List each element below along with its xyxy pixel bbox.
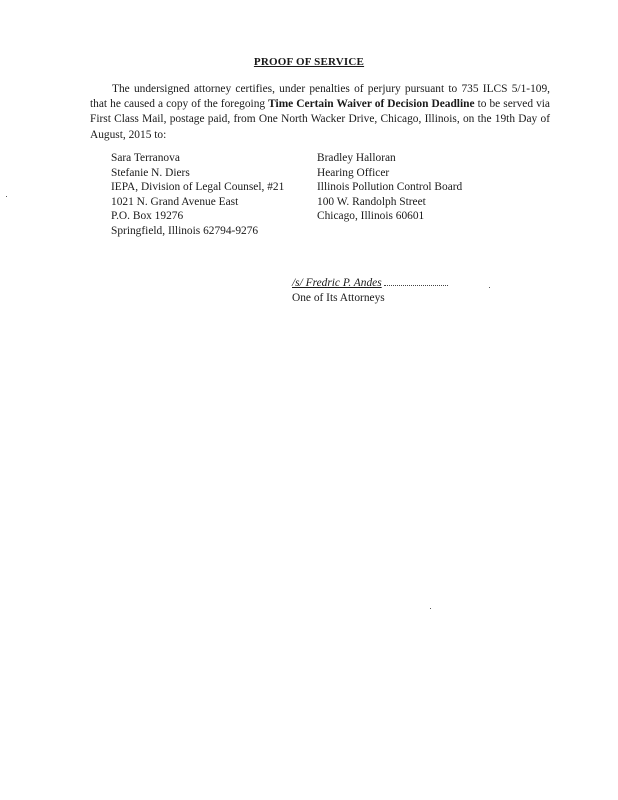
address-line: 1021 N. Grand Avenue East [111, 195, 239, 208]
address-line: Bradley Halloran [317, 152, 396, 164]
certification-paragraph [90, 82, 550, 143]
address-line: Illinois Pollution Control Board [317, 181, 463, 194]
paragraph-text-start: The undersigned attorney certifies, under penalties of perjury pursuant to 735 ILCS 5/1-109, that he caused a copy of the foregoing [90, 83, 550, 111]
document-title: PROOF OF SERVICE [253, 56, 365, 68]
address-line: IEPA, Division of Legal Counsel, #21 [111, 181, 285, 194]
signature-block [292, 276, 448, 306]
document-name-bold: Time Certain Waiver of Decision Deadline [268, 98, 475, 111]
address-line: P.O. Box 19276 [111, 210, 184, 223]
address-line: 100 W. Randolph Street [317, 195, 426, 208]
address-line: Hearing Officer [317, 166, 390, 179]
scan-speck [489, 287, 490, 288]
signature-line-dots [384, 285, 448, 286]
electronic-signature: /s/ Fredric P. Andes [292, 277, 382, 289]
signature-caption: One of Its Attorneys [292, 292, 385, 304]
address-line: Springfield, Illinois 62794-9276 [111, 224, 259, 237]
scan-speck [430, 608, 431, 609]
recipient-address-right [317, 151, 517, 224]
address-line: Stefanie N. Diers [111, 166, 190, 179]
scan-speck [6, 196, 7, 197]
paragraph-text-end: to be served via First Class Mail, postage paid, from One North Wacker Drive, Chicago, Illinois, on the 19th Day of August, 2015 to: [90, 98, 550, 141]
signature-row [292, 276, 448, 291]
address-line: Sara Terranova [111, 152, 180, 164]
address-line: Chicago, Illinois 60601 [317, 210, 425, 223]
recipient-address-left [111, 151, 301, 239]
